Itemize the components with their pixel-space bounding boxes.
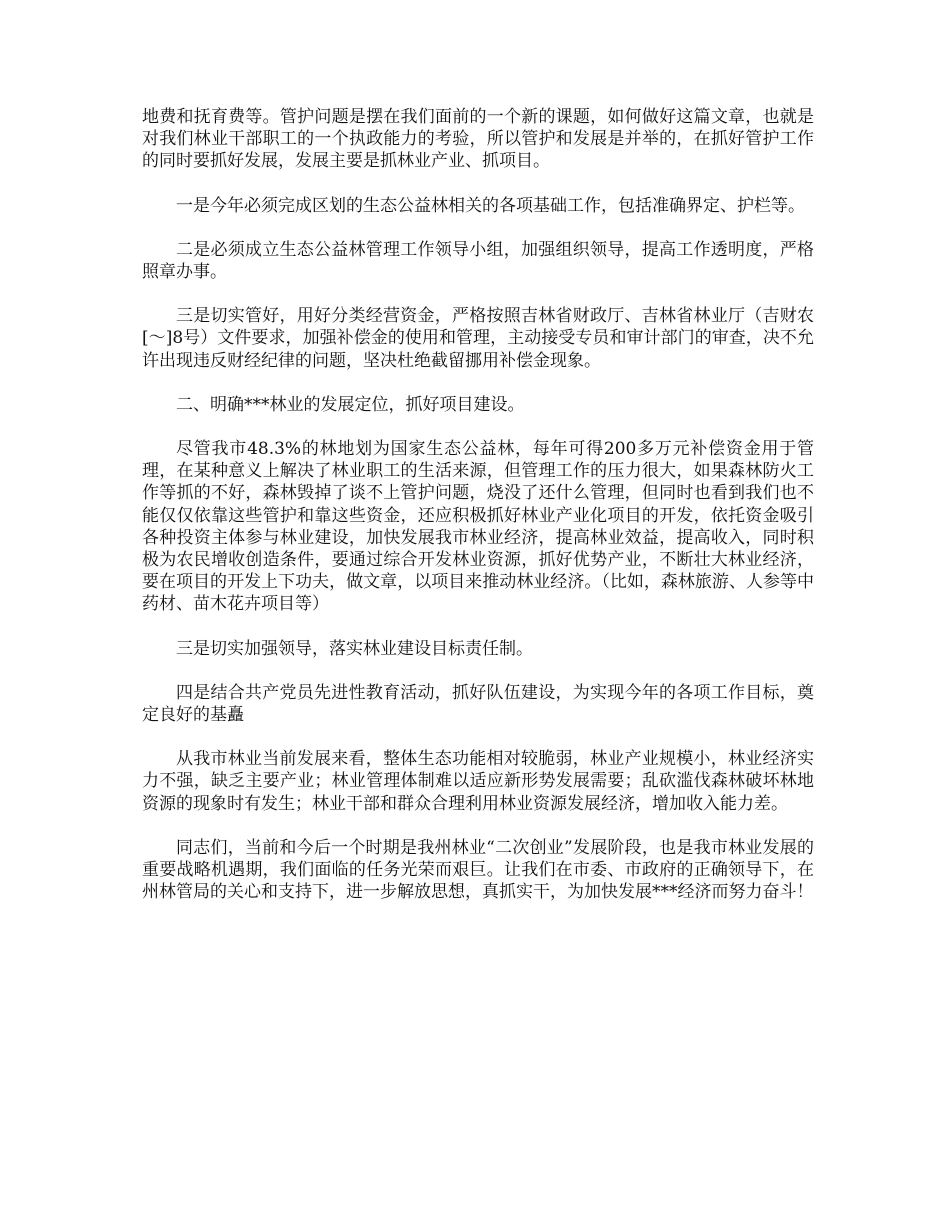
document-body [142,106,814,925]
paragraph-current-status: 从我市林业当前发展来看，整体生态功能相对较脆弱，林业产业规模小，林业经济实力不强，缺乏主要产业；林业管理体制难以适应新形势发展需要；乱砍滥伐森林破坏林地资源的现象时有发生；林业干部和群众合理利用林业资源发展经济，增加收入能力差。 [142,749,814,814]
paragraph-closing: 同志们，当前和今后一个时期是我州林业“二次创业”发展阶段，也是我市林业发展的重要战略机遇期，我们面临的任务光荣而艰巨。让我们在市委、市政府的正确领导下，在州林管局的关心和支持下，进一步解放思想，真抓实干，为加快发展***经济而努力奋斗！ [142,837,814,903]
paragraph-development: 尽管我市48.3%的林地划为国家生态公益林，每年可得200多万元补偿资金用于管理，在某种意义上解决了林业职工的生活来源，但管理工作的压力很大，如果森林防火工作等抓的不好，森林毁掉了谈不上管护问题，烧没了还什么管理，但同时也看到我们也不能仅仅依靠这些管护和靠这些资金，还应积极抓好林业产业化项目的开发，依托资金吸引各种投资主体参与林业建设，加快发展我市林业经济，提高林业效益，提高收入，同时积极为农民增收创造条件，要通过综合开发林业资源，抓好优势产业，不断壮大林业经济，要在项目的开发上下功夫，做文章，以项目来推动林业经济。（比如，森林旅游、人参等中药材、苗木花卉项目等） [142,439,814,615]
paragraph-continuation: 地费和抚育费等。管护问题是摆在我们面前的一个新的课题，如何做好这篇文章，也就是对我们林业干部职工的一个执政能力的考验，所以管护和发展是并举的，在抓好管护工作的同时要抓好发展，发展主要是抓林业产业、抓项目。 [142,107,814,172]
paragraph-item-two: 二是必须成立生态公益林管理工作领导小组，加强组织领导，提高工作透明度，严格照章办事。 [142,239,814,283]
section-heading: 二、明确***林业的发展定位，抓好项目建设。 [176,394,525,415]
paragraph-item-three: 三是切实管好，用好分类经营资金，严格按照吉林省财政厅、吉林省林业厅（吉财农[～]8号）文件要求，加强补偿金的使用和管理，主动接受专员和审计部门的审查，决不允许出现违反财经纪律的问题，坚决杜绝截留挪用补偿金现象。 [142,306,814,371]
paragraph-leadership: 三是切实加强领导，落实林业建设目标责任制。 [176,638,533,659]
paragraph-item-one: 一是今年必须完成区划的生态公益林相关的各项基础工作，包括准确界定、护栏等。 [176,195,805,216]
paragraph-team-building: 四是结合共产党员先进性教育活动，抓好队伍建设，为实现今年的各项工作目标，奠定良好的基矗 [142,682,814,726]
